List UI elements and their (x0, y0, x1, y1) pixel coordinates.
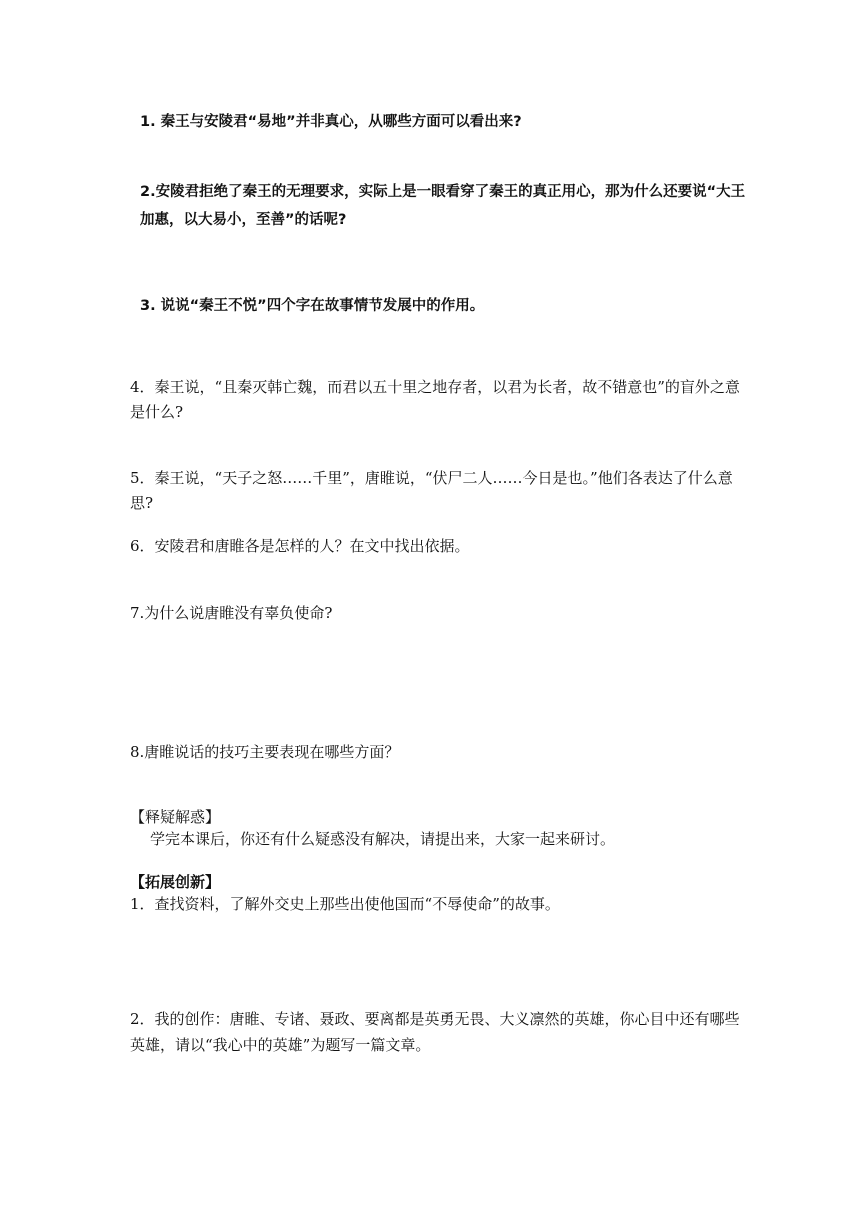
doubts-text: 学完本课后，你还有什么疑惑没有解决，请提出来，大家一起来研讨。 (150, 830, 616, 848)
question-3: 3. 说说“秦王不悦”四个字在故事情节发展中的作用。 (140, 298, 485, 314)
extension-heading: 【拓展创新】 (130, 873, 221, 891)
extension-item-2: 2．我的创作：唐睢、专诸、聂政、要离都是英勇无畏、大义凛然的英雄，你心目中还有哪些英雄，请以“我心中的英雄”为题写一篇文章。 (130, 1010, 740, 1054)
question-1: 1. 秦王与安陵君“易地”并非真心，从哪些方面可以看出来? (140, 114, 522, 130)
question-5: 5．秦王说，“天子之怒……千里”，唐睢说，“伏尸二人……今日是也。”他们各表达了什么意思? (130, 469, 733, 512)
question-4: 4．秦王说，“且秦灭韩亡魏，而君以五十里之地存者，以君为长者，故不错意也”的盲外之意是什么? (130, 378, 740, 421)
question-2: 2.安陵君拒绝了秦王的无理要求，实际上是一眼看穿了秦王的真正用心，那为什么还要说“大王加惠，以大易小，至善”的话呢? (140, 184, 746, 228)
extension-item-1: 1．查找资料，了解外交史上那些出使他国而“不辱使命”的故事。 (130, 895, 560, 913)
question-6: 6．安陵君和唐睢各是怎样的人？在文中找出依据。 (130, 537, 470, 555)
doubts-heading: 【释疑解惑】 (130, 808, 221, 826)
question-8: 8.唐睢说话的技巧主要表现在哪些方面？ (130, 743, 400, 761)
question-7: 7.为什么说唐睢没有辜负使命? (130, 604, 333, 622)
